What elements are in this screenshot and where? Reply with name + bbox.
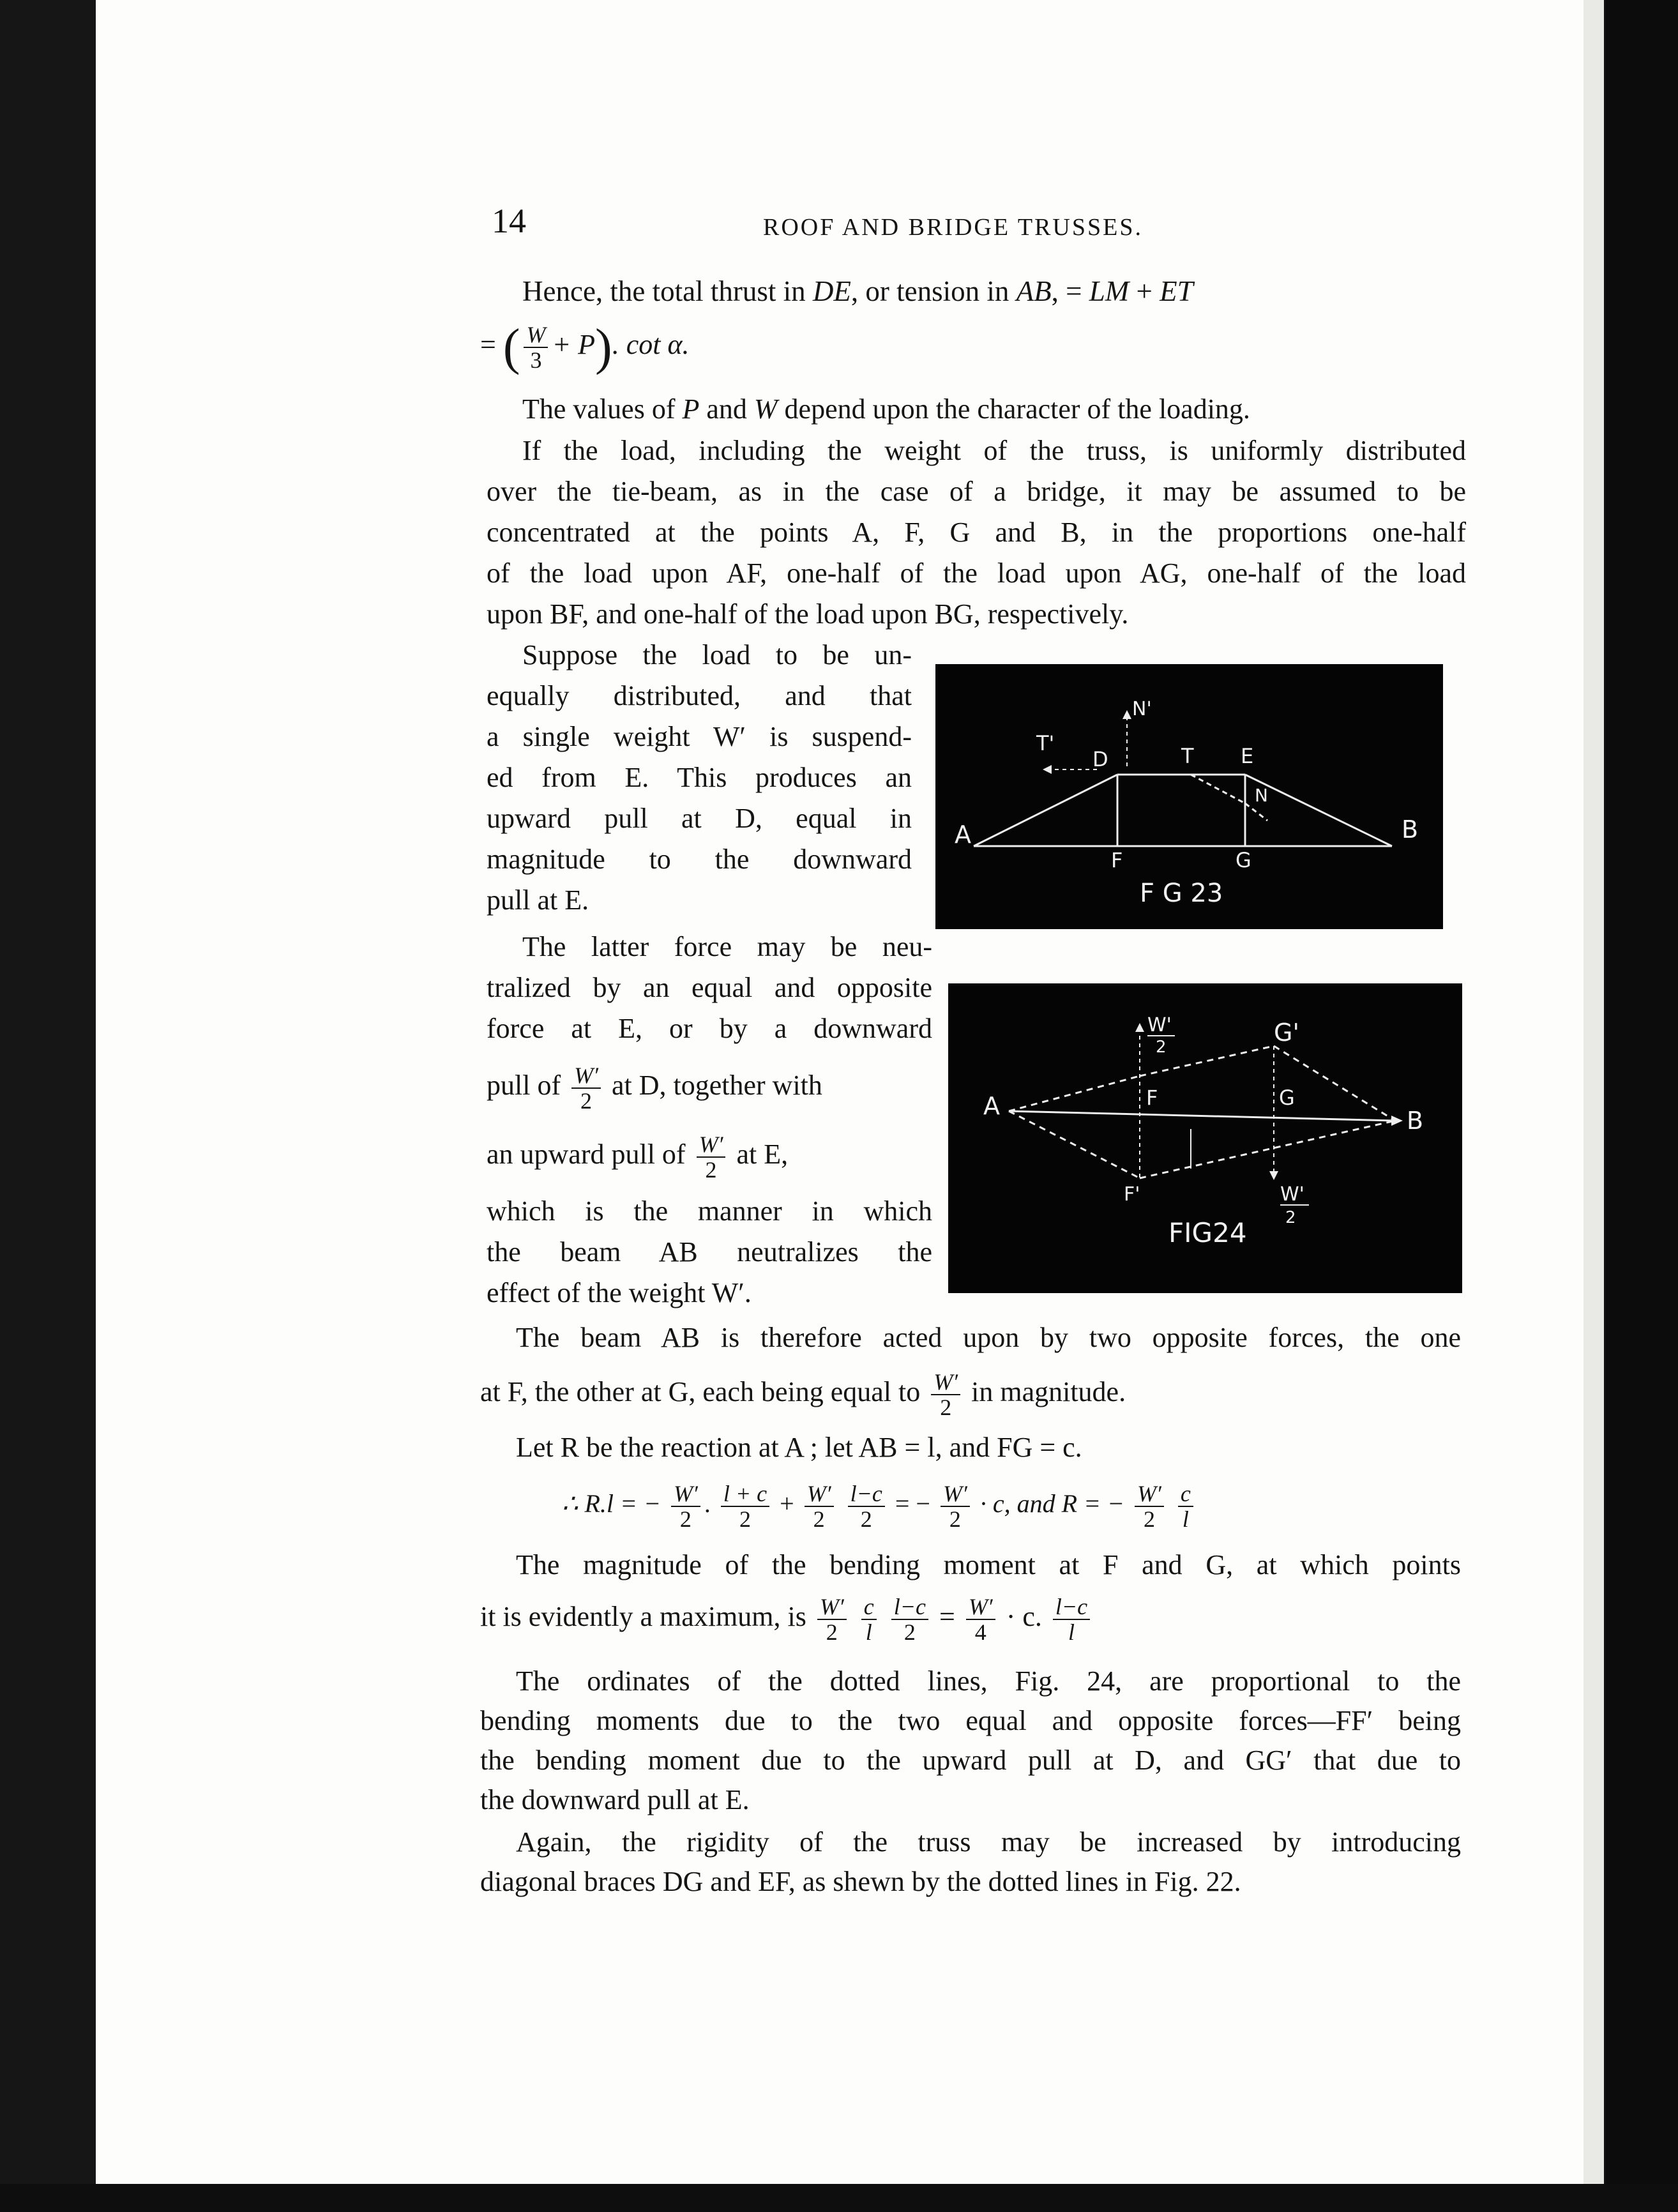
dotted-f-prime-b [1140,1121,1395,1178]
fig23-label-f: F [1111,848,1123,872]
fig23-label-n: N [1255,785,1268,806]
dotted-a-f-prime [1009,1111,1140,1178]
paragraph-5-line-2: tralized by an equal and opposite [487,972,932,1003]
paragraph-4-line-1: Suppose the load to be un- [522,639,912,670]
fig23-label-d: D [1092,747,1108,771]
fig24-label-w-bot: W' [1280,1183,1304,1206]
fig24-label-f-prime: F' [1124,1183,1140,1206]
fig23-label-n-prime: N' [1132,698,1152,720]
fig24-label-g-prime: G' [1274,1019,1299,1047]
paragraph-2: The values of P and W depend upon the character of the loading. [522,393,1250,425]
right-page-edge [1584,0,1604,2212]
paragraph-5-line-5: an upward pull of $\frac{W'}{2}$ at E, [487,1131,789,1183]
left-arrow-head [1043,765,1052,774]
paragraph-10-line-1: Again, the rigidity of the truss may be increased by introducing [516,1826,1461,1858]
paragraph-3-line-5: upon BF, and one-half of the load upon BG, respectively. [487,598,1129,630]
paragraph-8-line-1: The magnitude of the bending moment at F and G, at which points [516,1549,1461,1580]
down-arrow-g [1269,1171,1278,1180]
paragraph-3-line-4: of the load upon AF, one-half of the load upon AG, one-half of the load [487,557,1466,589]
dotted-a-f [1009,1076,1140,1111]
paragraph-9-line-4: the downward pull at E. [480,1784,750,1815]
paragraph-3-line-1: If the load, including the weight of the truss, is uniformly distributed [522,435,1466,466]
paragraph-8-line-2: it is evidently a maximum, is $\frac{W'}{2}$ $\frac{c}{l}$ $\frac{l-c}{2}$ = $\frac{W'}{4}$ · c. $\frac{l-c}{l}$ [480,1585,1094,1649]
force-line-en [1245,803,1267,821]
paragraph-4-line-6: magnitude to the downward [487,844,912,875]
right-arrow-b [1391,1116,1403,1126]
paragraph-4-line-5: upward pull at D, equal in [487,803,912,834]
paragraph-5-line-1: The latter force may be neu- [522,931,932,962]
fig24-label-b: B [1407,1107,1424,1135]
figure-24-diagram [948,983,1462,1293]
paragraph-1: Hence, the total thrust in DE, or tension in AB, = LM + ET [522,275,1193,307]
paragraph-6-line-2: at F, the other at G, each being equal to $\frac{W'}{2}$ in magnitude. [480,1368,1126,1420]
paragraph-4-line-3: a single weight W′ is suspend- [487,721,912,752]
fig24-label-g: G [1279,1086,1295,1110]
paragraph-5-line-8: effect of the weight W′. [487,1277,752,1308]
beam-ab [1009,1111,1395,1121]
fig23-label-g: G [1236,848,1251,872]
fig24-label-a: A [983,1092,1000,1120]
paragraph-6-line-1: The beam AB is therefore acted upon by two opposite forces, the one [516,1322,1461,1353]
fig24-caption: FIG24 [1168,1217,1247,1248]
fig23-label-t: T [1181,744,1194,768]
running-title: ROOF AND BRIDGE TRUSSES. [763,214,1143,241]
figure-24 [948,983,1462,1293]
bottom-shadow [0,2184,1678,2212]
figure-23-diagram [935,664,1443,929]
figure-23 [935,664,1443,929]
paragraph-5-line-6: which is the manner in which [487,1195,932,1227]
fig24-label-f: F [1146,1086,1158,1110]
fig23-label-b: B [1402,815,1419,844]
rafter-ad [974,775,1117,846]
fig23-caption: F G 23 [1140,879,1223,908]
fig24-label-w-top-den: 2 [1156,1038,1167,1057]
force-line-te [1191,775,1245,803]
book-spine [1606,0,1678,2212]
paragraph-5-line-3: force at E, or by a downward [487,1013,932,1044]
paragraph-4-line-4: ed from E. This produces an [487,762,912,793]
paragraph-4-line-2: equally distributed, and that [487,680,912,711]
fig24-label-w-bot-den: 2 [1285,1208,1296,1227]
fig23-label-t-prime: T' [1036,731,1055,755]
paragraph-10-line-2: diagonal braces DG and EF, as shewn by the dotted lines in Fig. 22. [480,1866,1241,1897]
equation-2: ∴ R.l = − $\frac{W'}{2}$ . $\frac{l + c}{2}$ + $\frac{W'}{2}$ $\frac{l-c}{2}$ = − $\frac{W'}{2}$ · c, and R = − $\frac{W'}{2}$ $\frac{c}{l}$ [562,1469,1197,1539]
up-arrow-f [1135,1023,1144,1032]
equation-1: = ( $\frac{W}{3}$ + P). cot α. [480,319,690,375]
paragraph-5-line-7: the beam AB neutralizes the [487,1236,932,1268]
up-arrow-head [1122,710,1131,719]
paragraph-9-line-1: The ordinates of the dotted lines, Fig. 24, are proportional to the [516,1665,1461,1697]
page-number: 14 [492,202,526,240]
fig23-label-a: A [955,821,971,849]
paragraph-9-line-2: bending moments due to the two equal and opposite forces—FF′ being [480,1705,1461,1736]
paragraph-4-line-7: pull at E. [487,884,589,916]
paragraph-3-line-2: over the tie-beam, as in the case of a bridge, it may be assumed to be [487,476,1466,507]
paragraph-7: Let R be the reaction at A ; let AB = l, and FG = c. [516,1432,1082,1463]
fig24-label-w-top: W' [1147,1014,1172,1036]
fig23-label-e: E [1241,744,1254,768]
paragraph-9-line-3: the bending moment due to the upward pull at D, and GG′ that due to [480,1745,1461,1776]
paragraph-3-line-3: concentrated at the points A, F, G and B, in the proportions one-half [487,517,1466,548]
left-background [0,0,96,2212]
paragraph-5-line-4: pull of $\frac{W'}{2}$ at D, together with [487,1062,822,1114]
